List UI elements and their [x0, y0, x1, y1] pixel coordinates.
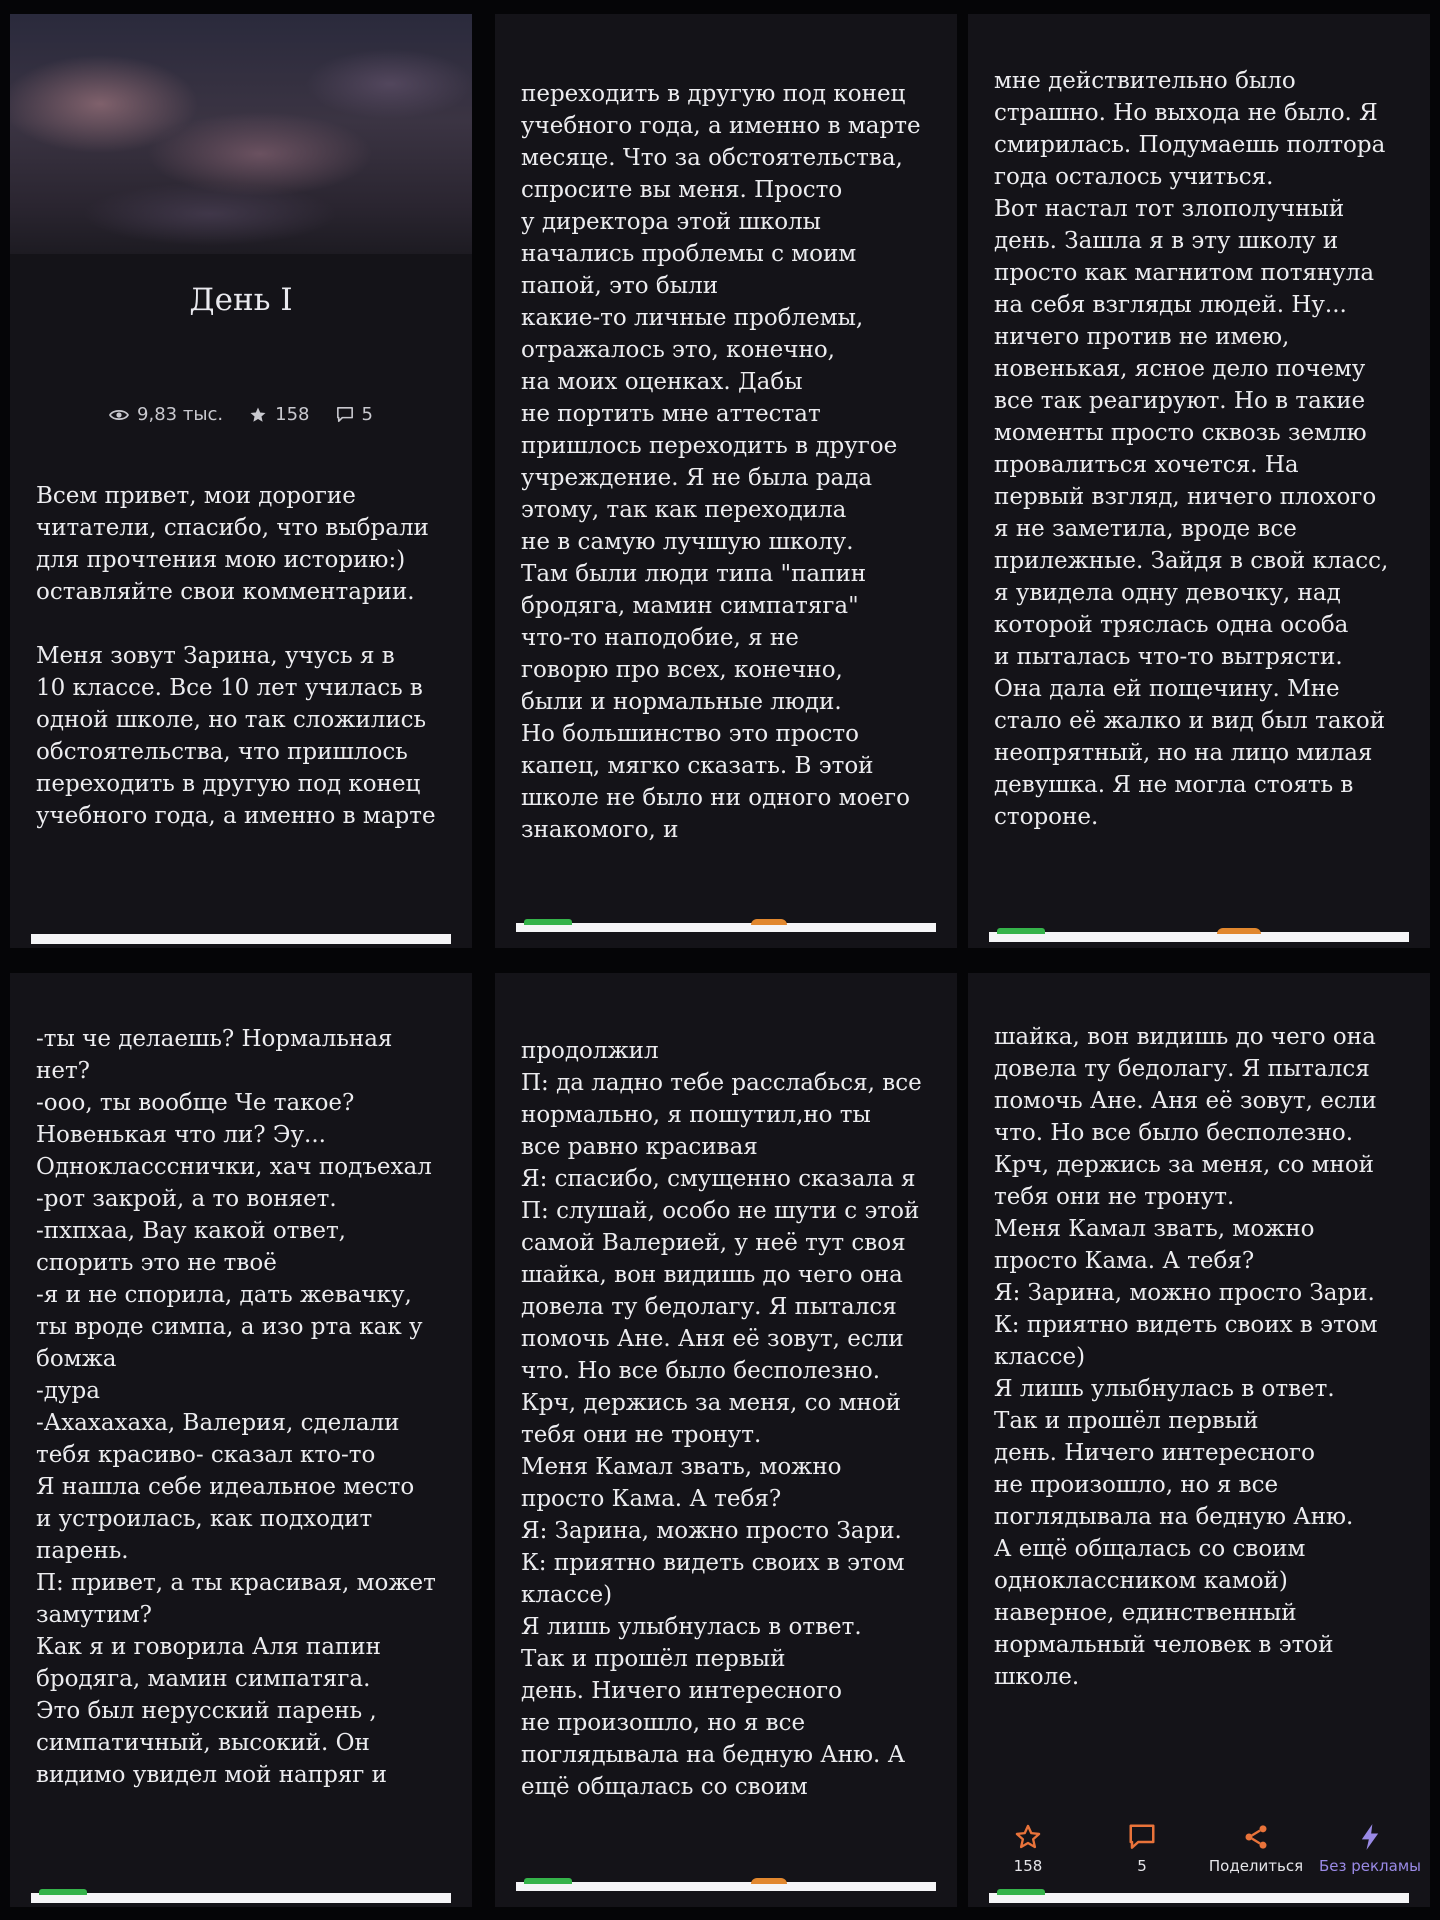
page-bottom-bar [989, 1893, 1409, 1903]
page-bottom-bar [516, 1882, 936, 1891]
reader-page-6 [968, 973, 1430, 1907]
comment-count: 5 [1137, 1857, 1147, 1875]
reader-page-4 [10, 973, 472, 1907]
reader-page-2 [495, 14, 957, 948]
page-text: переходить в другую под конец учебного года, а именно в марте месяце. Что за обстоятельства, спросите вы меня. Просто у директора этой школы начались проблемы с моим папой, это были какие-то личные проблемы, отражалось это, конечно, на моих оценках. Дабы не портить мне аттестат пришлось переходить в другое учреждение. Я не была рада этому, так как переходила не в самую лучшую школу. Там были люди типа "папин бродяга, мамин симпатяга" что-то наподобие, я не говорю про всех, конечно, были и нормальные люди. Но большинство это просто капец, мягко сказать. В этой школе не было ни одного моего знакомого, и [521, 81, 921, 843]
comments-stat [336, 404, 373, 425]
ad-circle-icon [1217, 928, 1261, 934]
page-text: шайка, вон видишь до чего она довела ту бедолагу. Я пытался помочь Ане. Аня её зовут, если что. Но все было бесполезно. Крч, держись за меня, со мной тебя они не тронут. Меня Камал звать, можно просто Кама. А тебя? Я: Зарина, можно просто Зари. К: приятно видеть своих в этом классе) Я лишь улыбнулась в ответ. Так и прошёл первый день. Ничего интересного не произошло, но я все поглядывала на бедную Аню. А ещё общалась со своим одноклассником камой) наверное, единственный нормальный человек в этой школе. [994, 1024, 1378, 1690]
ad-badge [39, 1889, 87, 1895]
page-text: продолжил П: да ладно тебе расслабься, все нормально, я пошутил,но ты все равно красивая Я: спасибо, смущенно сказала я П: слушай, особо не шути с этой самой Валерией, у неё тут своя шайка, вон видишь до чего она довела ту бедолагу. Я пытался помочь Ане. Аня её зовут, если что. Но все было бесполезно. Крч, держись за меня, со мной тебя они не тронут. Меня Камал звать, можно просто Кама. А тебя? Я: Зарина, можно просто Зари. К: приятно видеть своих в этом классе) Я лишь улыбнулась в ответ. Так и прошёл первый день. Ничего интересного не произошло, но я все поглядывала на бедную Аню. А ещё общалась со своим [521, 1038, 922, 1800]
share-button[interactable] [1200, 1823, 1312, 1883]
views-stat [109, 404, 223, 425]
page-bottom-bar [989, 932, 1409, 942]
reader-page-3 [968, 14, 1430, 948]
ad-free-button[interactable] [1314, 1823, 1426, 1883]
chapter-action-bar [968, 1823, 1430, 1883]
chapter-title: День I [189, 282, 293, 318]
stars-count: 158 [275, 404, 310, 425]
page-text: -ты че делаешь? Нормальная нет? -ооо, ты вообще Че такое? Новенькая что ли? Эу... Одноклассснички, хач подъехал -рот закрой, а то воняет. -пхпхаа, Вау какой ответ, спорить это не твоё -я и не спорила, дать жевачку, ты вроде симпа, а изо рта как у бомжа -дура -Ахахахаха, Валерия, сделали тебя красиво- сказал кто-то Я нашла себе идеальное место и устроилась, как подходит парень. П: привет, а ты красивая, может замутим? Как я и говорила Аля папин бродяга, мамин симпатяга. Это был нерусский парень , симпатичный, высокий. Он видимо увидел мой напряг и [36, 1026, 436, 1788]
ad-badge [997, 1889, 1045, 1895]
eye-icon [109, 408, 129, 422]
ad-badge [524, 919, 572, 925]
share-icon [1242, 1823, 1270, 1851]
comments-count: 5 [361, 404, 373, 425]
star-icon [249, 406, 267, 424]
stars-stat [249, 404, 309, 425]
comments-button[interactable] [1086, 1823, 1198, 1883]
comment-outline-icon [1127, 1823, 1157, 1851]
page-bottom-bar [31, 934, 451, 944]
like-count: 158 [1013, 1857, 1043, 1875]
page-bottom-bar [516, 923, 936, 932]
views-count: 9,83 тыс. [137, 404, 224, 425]
ad-free-label: Без рекламы [1318, 1857, 1421, 1875]
chapter-stats [10, 404, 472, 425]
comment-icon [336, 406, 354, 423]
ad-badge [997, 928, 1045, 934]
page-text: Всем привет, мои дорогие читатели, спасибо, что выбрали для прочтения мою историю:) оставляйте свои комментарии. Меня зовут Зарина, учусь я в 10 классе. Все 10 лет училась в одной школе, но так сложились обстоятельства, что пришлось переходить в другую под конец учебного года, а именно в марте [36, 483, 436, 829]
lightning-icon [1358, 1823, 1382, 1851]
share-label: Поделиться [1208, 1857, 1304, 1875]
ad-badge [524, 1878, 572, 1884]
ad-circle-icon [751, 1878, 787, 1884]
reader-page-5 [495, 973, 957, 1907]
chapter-cover-image [10, 14, 472, 254]
page-text: мне действительно было страшно. Но выхода не было. Я смирилась. Подумаешь полтора года осталось учиться. Вот настал тот злополучный день. Зашла я в эту школу и просто как магнитом потянула на себя взгляды людей. Ну... ничего против не имею, новенькая, ясное дело почему все так реагируют. Но в такие моменты просто сквозь землю провалиться хочется. На первый взгляд, ничего плохого я не заметила, вроде все прилежные. Зайдя в свой класс, я увидела одну девочку, над которой тряслась одна особа и пыталась что-то вытрясти. Она дала ей пощечину. Мне стало её жалко и вид был такой неопрятный, но на лицо милая девушка. Я не могла стоять в стороне. [994, 68, 1389, 830]
reader-page-1 [10, 14, 472, 948]
page-bottom-bar [31, 1893, 451, 1903]
ad-circle-icon [751, 919, 787, 925]
star-outline-icon [1014, 1823, 1042, 1851]
like-button[interactable] [972, 1823, 1084, 1883]
